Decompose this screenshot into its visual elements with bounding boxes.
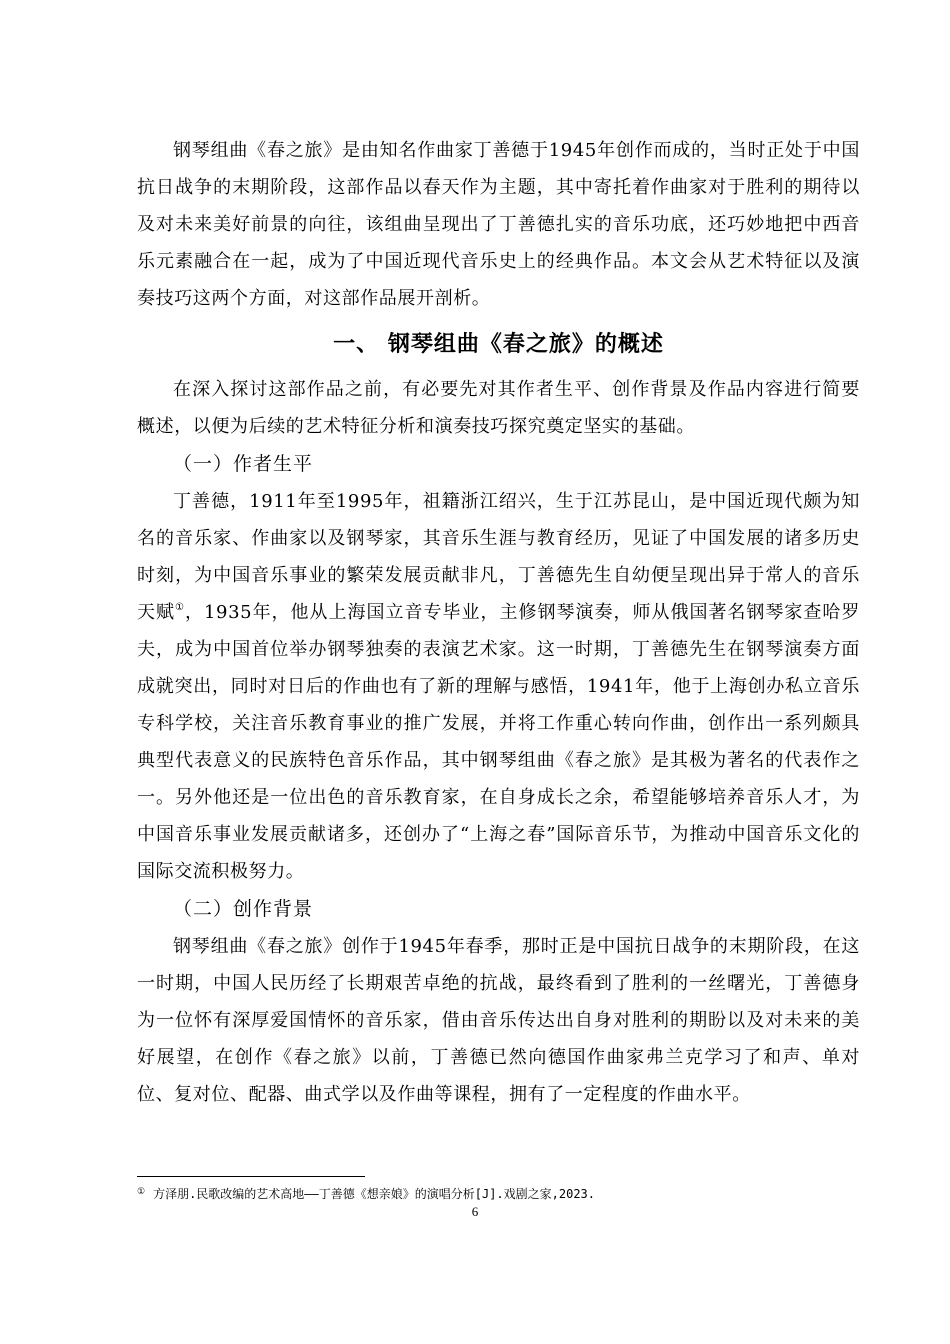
intro-paragraph: 钢琴组曲《春之旅》是由知名作曲家丁善德于1945年创作而成的，当时正处于中国抗日战争的末期阶段，这部作品以春天作为主题，其中寄托着作曲家对于胜利的期待以及对未来美好前景的向往，该组曲呈现出了丁善德扎实的音乐功底，还巧妙地把中西音乐元素融合在一起，成为了中国近现代音乐史上的经典作品。本文会从艺术特征以及演奏技巧这两个方面，对这部作品展开剖析。 [137,140,860,309]
subsection-heading-author: （一）作者生平 [173,453,314,475]
section-intro-paragraph: 在深入探讨这部作品之前，有必要先对其作者生平、创作背景及作品内容进行简要概述，以便为后续的艺术特征分析和演奏技巧探究奠定坚实的基础。 [137,379,860,437]
document-body [137,132,860,1113]
footnote [137,1183,860,1203]
author-biography-paragraph [137,483,860,890]
background-paragraph: 钢琴组曲《春之旅》创作于1945年春季，那时正是中国抗日战争的末期阶段，在这一时期，中国人民历经了长期艰苦卓绝的抗战，最终看到了胜利的一丝曙光，丁善德身为一位怀有深厚爱国情怀的音乐家，借由音乐传达出自身对胜利的期盼以及对未来的美好展望，在创作《春之旅》以前，丁善德已然向德国作曲家弗兰克学习了和声、单对位、复对位、配器、曲式学以及作曲等课程，拥有了一定程度的作曲水平。 [137,936,860,1105]
footnote-separator [137,1176,365,1177]
footnote-mark: ① [137,1187,146,1197]
biography-text-part-1: 丁善德，1911年至1995年，祖籍浙江绍兴，生于江苏昆山，是中国近现代颇为知名的音乐家、作曲家以及钢琴家，其音乐生涯与教育经历，见证了中国发展的诸多历史时刻，为中国音乐事业的繁荣发展贡献非凡，丁善德先生自幼便呈现出异于常人的音乐天赋 [137,491,860,623]
section-heading: 一、 钢琴组曲《春之旅》的概述 [333,332,664,357]
footnote-reference[interactable]: ① [175,602,185,613]
biography-text-part-2: ，1935年，他从上海国立音专毕业，主修钢琴演奏，师从俄国著名钢琴家查哈罗夫，成为中国首位举办钢琴独奏的表演艺术家。这一时期，丁善德先生在钢琴演奏方面成就突出，同时对日后的作曲也有了新的理解与感悟，1941年，他于上海创办私立音乐专科学校，关注音乐教育事业的推广发展，并将工作重心转向作曲，创作出一系列颇具典型代表意义的民族特色音乐作品，其中钢琴组曲《春之旅》是其极为著名的代表作之一。另外他还是一位出色的音乐教育家，在自身成长之余，希望能够培养音乐人才，为中国音乐事业发展贡献诸多，还创办了“上海之春”国际音乐节，为推动中国音乐文化的国际交流积极努力。 [137,602,860,882]
page-number: 6 [471,1204,479,1219]
footnote-text: 方泽朋.民歌改编的艺术高地——丁善德《想亲娘》的演唱分析[J].戏剧之家,2023. [153,1187,596,1201]
subsection-heading-background: （二）创作背景 [173,898,314,920]
